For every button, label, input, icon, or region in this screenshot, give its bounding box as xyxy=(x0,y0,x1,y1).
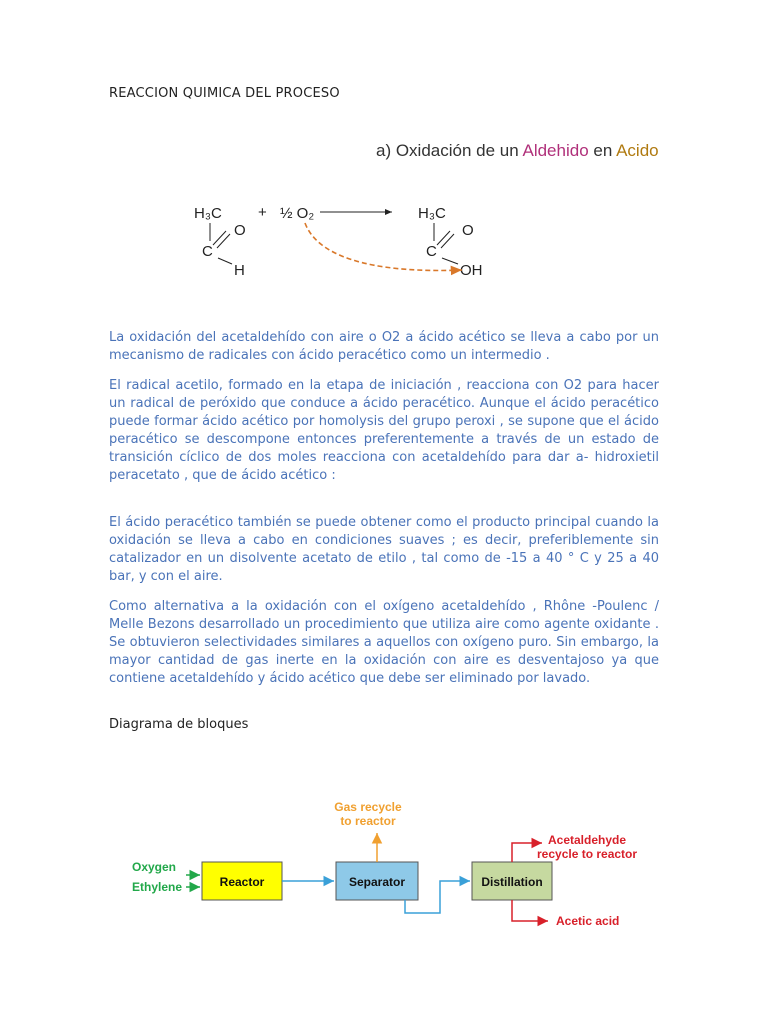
reactant-double-bond-b xyxy=(217,234,230,248)
separator-label: Separator xyxy=(348,875,406,889)
product-methyl: H₃C xyxy=(418,205,446,222)
gas-recycle-label-1: Gas recycle xyxy=(334,800,402,814)
reactant-hydrogen: H xyxy=(234,262,245,279)
product-hydroxyl: OH xyxy=(460,262,483,279)
block-diagram-heading: Diagrama de bloques xyxy=(109,717,249,732)
reaction-title-acid: Acido xyxy=(616,141,659,160)
paragraph-1: La oxidación del acetaldehído con aire o O2 a ácido acético se lleva a cabo por un mecanismo de radicales con ácido peracético como un intermedio . xyxy=(109,330,659,363)
paragraph-3: El ácido peracético también se puede obtener como el producto principal cuando la oxidación se lleva a cabo en condiciones suaves ; es decir, preferiblemente sin catalizador en un disolvente acetato de etilo , tal como de -15 a 40 ° C y 25 a 40 bar, y con el aire. xyxy=(109,515,659,584)
gas-recycle-label-2: to reactor xyxy=(340,814,396,828)
acetaldehyde-label-1: Acetaldehyde xyxy=(548,833,627,847)
oxygen-reagent: ½ O₂ xyxy=(280,205,315,222)
plus-sign: + xyxy=(258,204,267,221)
input-ethylene-label: Ethylene xyxy=(132,880,183,894)
reactant-methyl: H₃C xyxy=(194,205,222,222)
acetic-acid-label: Acetic acid xyxy=(556,914,620,928)
acetic-acid-arrow xyxy=(512,900,548,921)
reaction-title-aldehyde: Aldehido xyxy=(522,141,589,160)
product-double-bond-a xyxy=(437,231,450,245)
paragraph-4: Como alternativa a la oxidación con el oxígeno acetaldehído , Rhône -Poulenc / Melle Bezons desarrollado un procedimiento que utiliza aire como agente oxidante . Se obtuvieron selectividades similares a aquellos con oxígeno puro. Sin embargo, la mayor cantidad de gas inerte en la oxidación con aire es desventajoso ya que contiene acetaldehído y ácido acético que debe ser eliminado por lavado. xyxy=(109,599,659,686)
product-bond-oh xyxy=(442,258,458,264)
reaction-equation xyxy=(180,128,660,293)
product-oxygen: O xyxy=(462,222,474,239)
reactant-carbon: C xyxy=(202,243,213,260)
page-heading: REACCION QUIMICA DEL PROCESO xyxy=(109,86,340,101)
reactant-bond-h xyxy=(218,258,232,264)
distillation-label: Distillation xyxy=(481,875,543,889)
reactant-oxygen: O xyxy=(234,222,246,239)
reactant-double-bond-a xyxy=(213,231,226,245)
oxygen-transfer-arrow xyxy=(305,223,462,270)
reaction-title-mid: en xyxy=(588,141,617,160)
paragraph-2: El radical acetilo, formado en la etapa de iniciación , reacciona con O2 para hacer un radical de peróxido que conduce a ácido peracético. Aunque el ácido peracético puede formar ácido acético por homolysis del grupo peroxi , se supone que el ácido peracético se descompone entonces preferentemente a través de un estado de transición cíclico de dos moles reacciona con acetaldehído para dar a- hidroxietil peracetato , que de ácido acético : xyxy=(109,378,659,483)
product-double-bond-b xyxy=(441,234,454,248)
input-oxygen-label: Oxygen xyxy=(132,860,177,874)
product-carbon: C xyxy=(426,243,437,260)
reaction-title-prefix: a) Oxidación de un xyxy=(376,141,523,160)
acetaldehyde-label-2: recycle to reactor xyxy=(537,847,638,861)
reactor-label: Reactor xyxy=(219,875,265,889)
reaction-title xyxy=(376,141,659,160)
block-diagram xyxy=(110,775,658,935)
